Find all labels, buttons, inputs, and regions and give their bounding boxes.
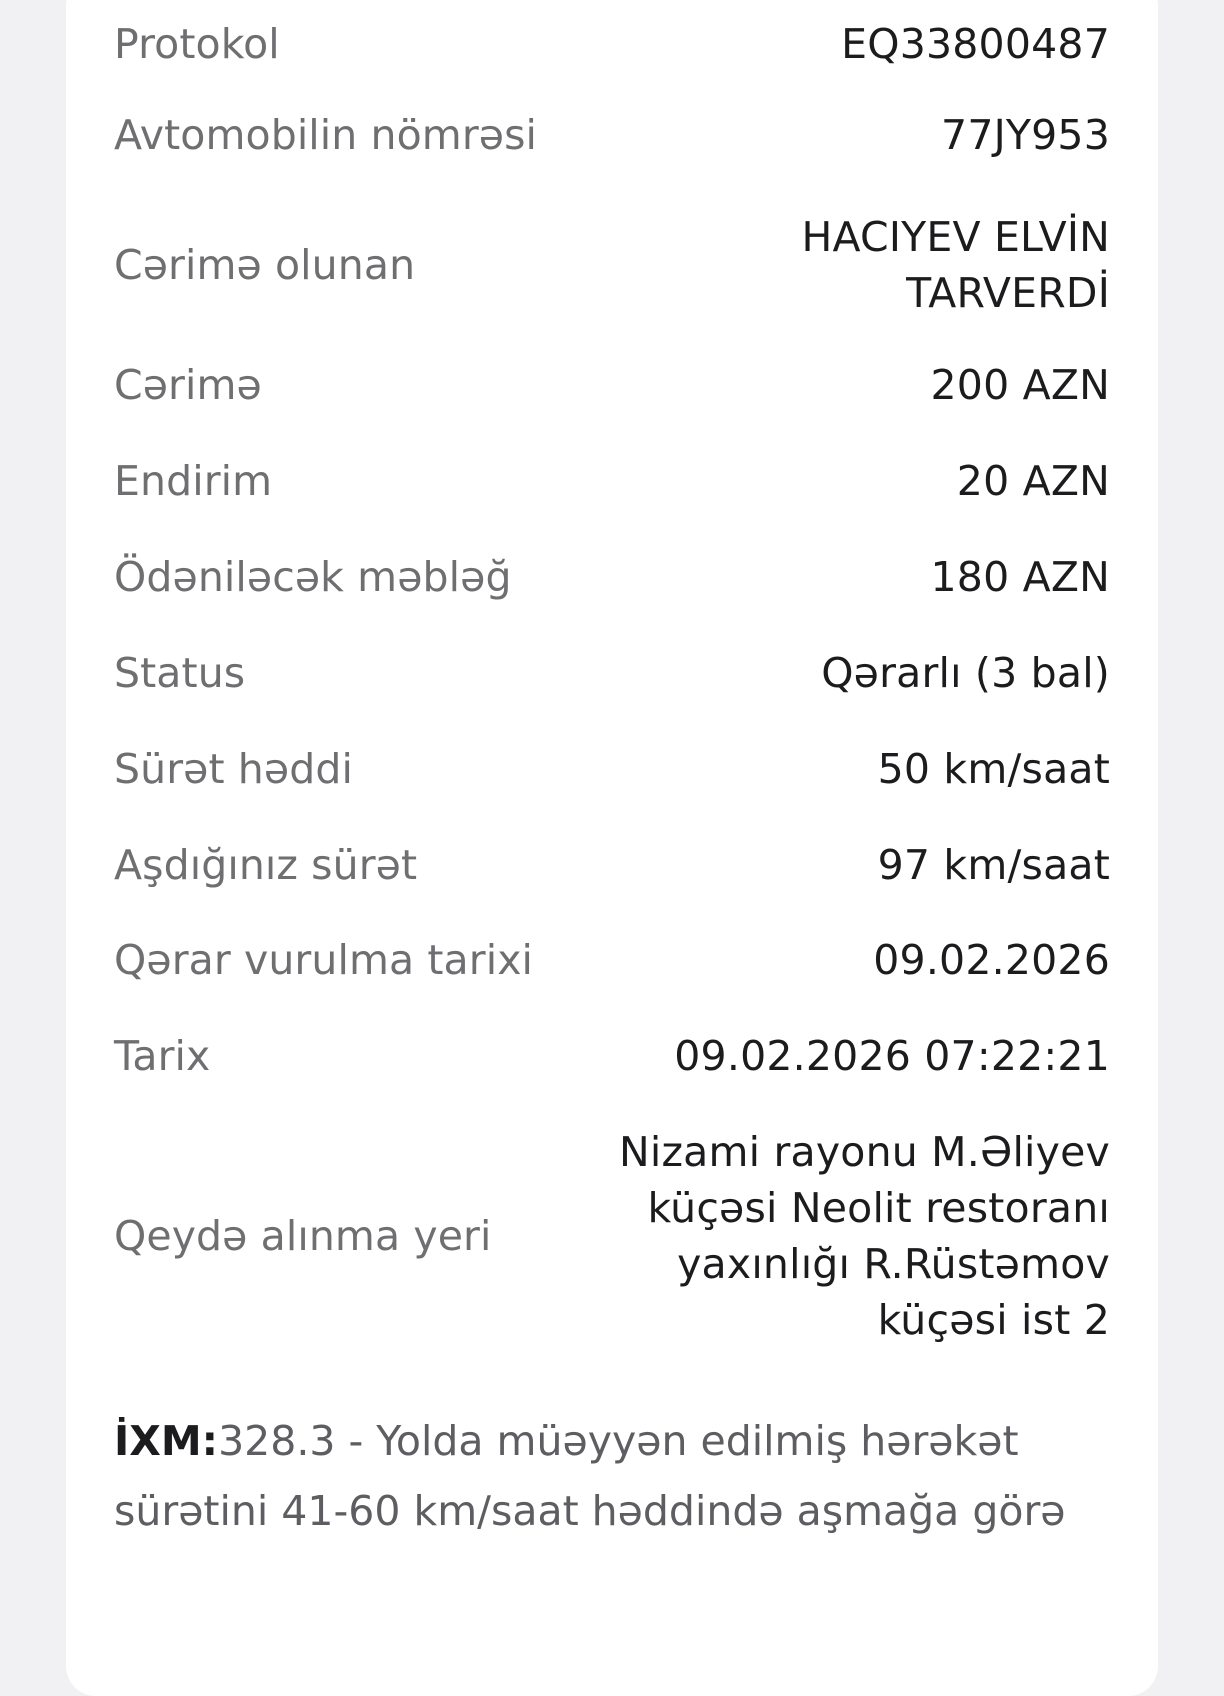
row-exceeded-speed — [114, 841, 1110, 889]
plate-number-label: Avtomobilin nömrəsi — [114, 111, 538, 159]
violation-code: İXM: — [114, 1417, 219, 1465]
row-fined-person — [114, 209, 1110, 321]
fine-details-card — [66, 0, 1158, 1696]
speed-limit-label: Sürət həddi — [114, 745, 353, 793]
fined-person-value: HACIYEV ELVİN TARVERDİ — [801, 213, 1110, 317]
protocol-label: Protokol — [114, 20, 280, 68]
row-fine — [114, 361, 1110, 409]
exceeded-speed-value: 97 km/saat — [877, 841, 1110, 889]
location-value: Nizami rayonu M.Əliyev küçəsi Neolit restoranı yaxınlığı R.Rüstəmov küçəsi ist 2 — [618, 1128, 1110, 1344]
plate-number-value: 77JY953 — [941, 111, 1110, 159]
decision-date-value: 09.02.2026 — [873, 936, 1110, 984]
fined-person-label: Cərimə olunan — [114, 241, 416, 289]
row-plate-number — [114, 111, 1110, 159]
violation-description — [114, 1406, 1068, 1546]
row-amount-due — [114, 553, 1110, 601]
row-date — [114, 1032, 1110, 1080]
fine-value: 200 AZN — [930, 361, 1110, 409]
exceeded-speed-label: Aşdığınız sürət — [114, 841, 418, 889]
discount-value: 20 AZN — [956, 457, 1110, 505]
decision-date-label: Qərar vurulma tarixi — [114, 936, 534, 984]
date-label: Tarix — [114, 1032, 211, 1080]
status-label: Status — [114, 649, 246, 697]
row-status — [114, 649, 1110, 697]
row-protocol — [114, 20, 1110, 68]
amount-due-value: 180 AZN — [930, 553, 1110, 601]
amount-due-label: Ödəniləcək məbləğ — [114, 553, 512, 601]
row-decision-date — [114, 936, 1110, 984]
violation-text: 328.3 - Yolda müəyyən edilmiş hərəkət sürətini 41-60 km/saat həddində aşmağa görə — [114, 1417, 1066, 1535]
protocol-value: EQ33800487 — [841, 20, 1110, 68]
fine-label: Cərimə — [114, 361, 262, 409]
location-label: Qeydə alınma yeri — [114, 1212, 492, 1260]
row-location — [114, 1124, 1110, 1348]
row-discount — [114, 457, 1110, 505]
row-speed-limit — [114, 745, 1110, 793]
speed-limit-value: 50 km/saat — [877, 745, 1110, 793]
date-value: 09.02.2026 07:22:21 — [674, 1032, 1110, 1080]
discount-label: Endirim — [114, 457, 273, 505]
status-value: Qərarlı (3 bal) — [821, 649, 1110, 697]
